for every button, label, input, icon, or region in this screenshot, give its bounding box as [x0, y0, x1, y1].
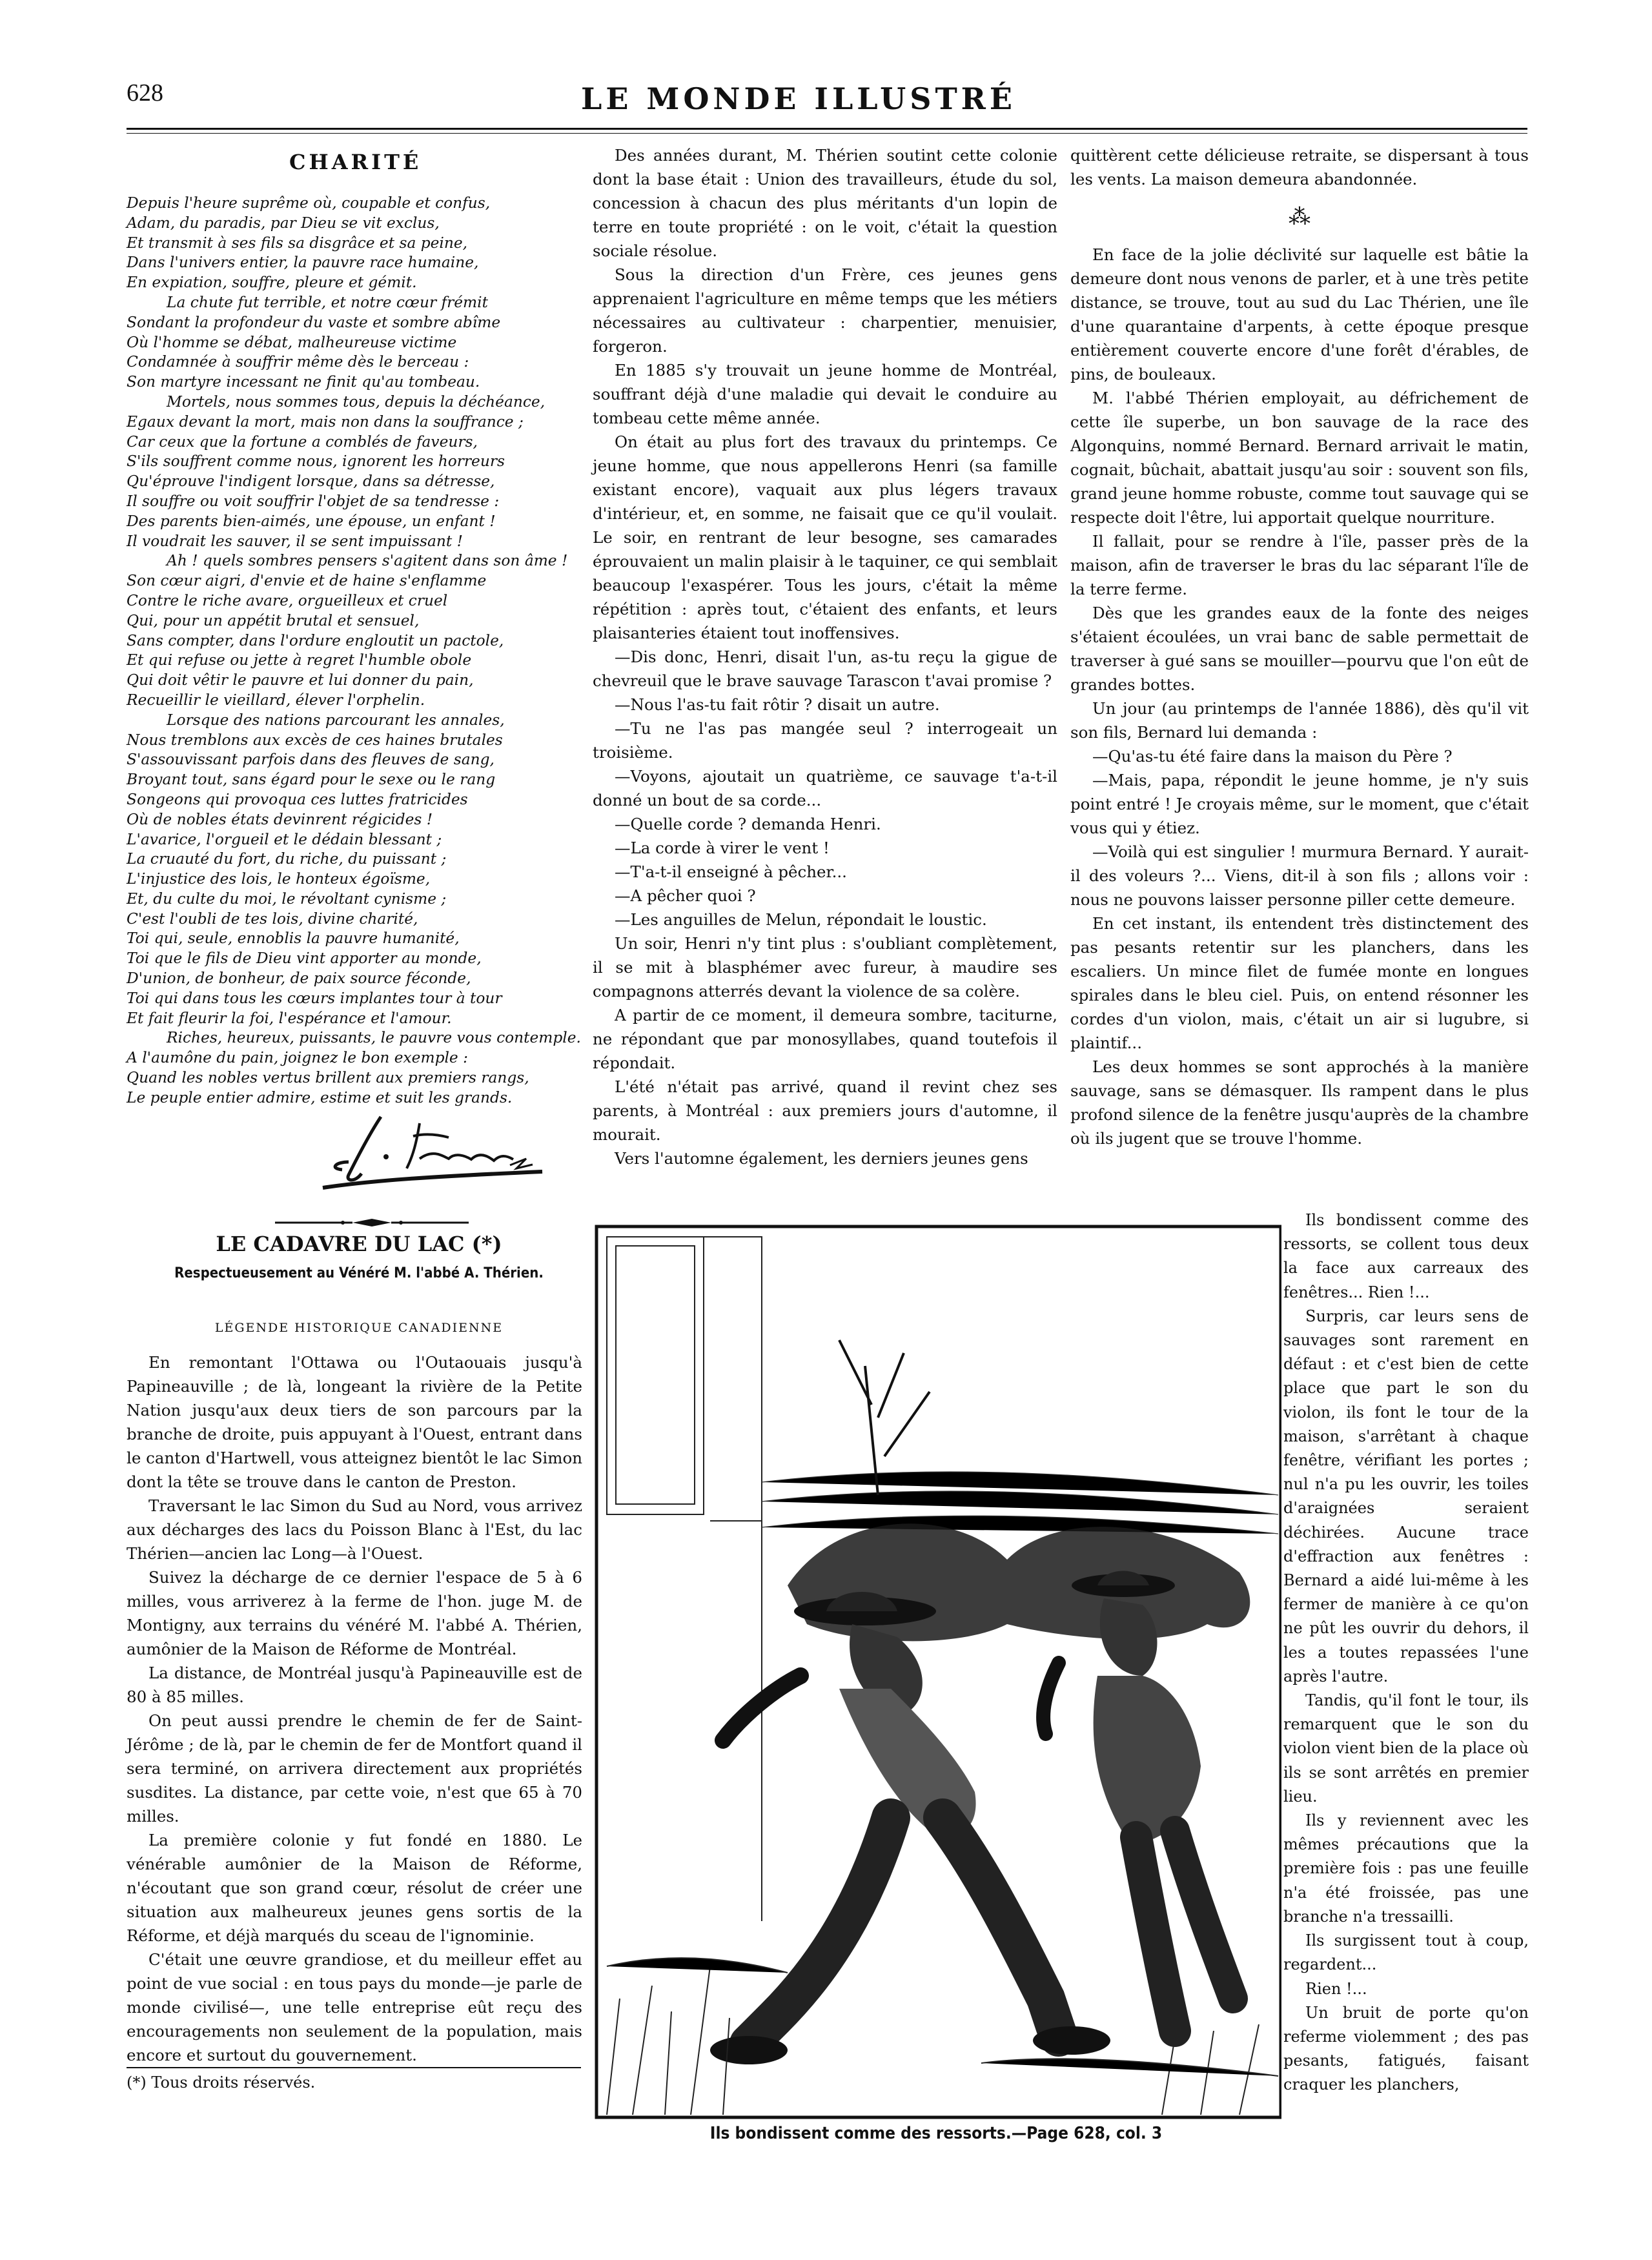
story-dedication: Respectueusement au Vénéré M. l'abbé A. Thérien. [174, 1265, 544, 1281]
poem-line: Et fait fleurir la foi, l'espérance et l'amour. [127, 1009, 452, 1027]
section-stars: ⁂ [1289, 204, 1310, 230]
poem-line: Condamnée à souffrir même dès le berceau : [127, 353, 469, 371]
paragraph: —Qu'as-tu été faire dans la maison du Père ? [1092, 747, 1453, 766]
poem-line: Car ceux que la fortune a comblés de faveurs, [127, 433, 478, 451]
poem-line: Quand les nobles vertus brillent aux premiers rangs, [127, 1069, 529, 1087]
signature-icon [310, 1097, 568, 1194]
poem-line: S'assouvissant parfois dans des fleuves de sang, [127, 751, 495, 769]
poem-line: Il voudrait les sauver, il se sent impuissant ! [127, 532, 464, 550]
paragraph: Dès que les grandes eaux de la fonte des neiges s'étaient écoulées, un vrai banc de sable permettait de traverser à gué sans se mouiller—pourvu que l'on eût de grandes bottes. [1070, 604, 1529, 694]
paragraph: En remontant l'Ottawa ou l'Outaouais jusqu'à Papineauville ; de là, longeant la rivière de la Petite Nation jusqu'aux deux tiers de son parcours par la branche de droite, puis appuyant à l'Ouest, entrant dans le canton d'Hartwell, vous atteignez bientôt le lac Simon dont la tête se trouve dans le canton de Preston. [127, 1353, 582, 1491]
poem-line: Toi qui dans tous les cœurs implantes tour à tour [127, 989, 502, 1007]
poem-body [127, 194, 591, 1108]
poem-line: La cruauté du fort, du riche, du puissant ; [127, 850, 447, 868]
poem-line: L'avarice, l'orgueil et le dédain blessant ; [127, 830, 442, 848]
poem-line: S'ils souffrent comme nous, ignorent les horreurs [127, 453, 505, 471]
poem-line: Où de nobles états devinrent régicides ! [127, 810, 433, 828]
paragraph: La première colonie y fut fondé en 1880. Le vénérable aumônier de la Maison de Réforme, n'écoutant que son grand cœur, résolut de créer une situation aux malheureux jeunes gens sortis de la Réforme, et déjà marqués du sceau de l'ignominie. [127, 1831, 582, 1945]
poem-line: Toi que le fils de Dieu vint apporter au monde, [127, 950, 482, 968]
engraving-illustration [594, 1224, 1281, 2121]
page-number: 628 [127, 79, 163, 107]
poem-line: La chute fut terrible, et notre cœur frémit [167, 293, 488, 311]
poem-line: Où l'homme se débat, malheureuse victime [127, 333, 457, 351]
poem-line: Son cœur aigri, d'envie et de haine s'enflamme [127, 572, 487, 590]
paragraph: Ils y reviennent avec les mêmes précautions que la première fois : pas une feuille n'a été froissée, pas une branche n'a tressailli. [1283, 1811, 1529, 1926]
paragraph: —La corde à virer le vent ! [615, 839, 830, 857]
paragraph: Ils bondissent comme des ressorts, se collent tous deux la face aux carreaux des fenêtres... Rien !... [1283, 1211, 1529, 1301]
paragraph: —Dis donc, Henri, disait l'un, as-tu reçu la gigue de chevreuil que le brave sauvage Tarascon t'avai promise ? [593, 647, 1057, 690]
paragraph: En 1885 s'y trouvait un jeune homme de Montréal, souffrant déjà d'une maladie qui devait le conduire au tombeau cette même année. [593, 361, 1057, 427]
header-rule-thin [127, 133, 1527, 134]
paragraph: Les deux hommes se sont approchés à la manière sauvage, sans se démasquer. Ils rampent dans le plus profond silence de la fenêtre jusqu'auprès de la chambre où ils jugent que se trouve l'homme. [1070, 1057, 1529, 1148]
paragraph: Ils surgissent tout à coup, regardent... [1283, 1931, 1529, 1974]
poem-line: Le peuple entier admire, estime et suit les grands. [127, 1088, 513, 1106]
paragraph: Traversant le lac Simon du Sud au Nord, vous arrivez aux décharges des lacs du Poisson Blanc à l'Est, du lac Thérien—ancien lac Long—à l'Ouest. [127, 1496, 582, 1563]
poem-line: Mortels, nous sommes tous, depuis la déchéance, [167, 392, 546, 411]
poem-line: Qui doit vêtir le pauvre et lui donner du pain, [127, 671, 474, 689]
poem-line: Songeons qui provoqua ces luttes fratricides [127, 790, 468, 808]
paragraph: —Tu ne l'as pas mangée seul ? interrogeait un troisième. [593, 719, 1057, 762]
paragraph: Tandis, qu'il font le tour, ils remarquent que le son du violon vient bien de la place où ils se sont arrêtés en premier lieu. [1283, 1691, 1529, 1806]
poem-line: Nous tremblons aux excès de ces haines brutales [127, 731, 503, 749]
paragraph: Surpris, car leurs sens de sauvages sont rarement en défaut : et c'est bien de cette place que part le son du violon, ils font le tour de la maison, s'arrêtant à chaque fenêtre, vérifiant les portes ; nul n'a pu les ouvrir, les toiles d'araignées seraient déchirées. Aucune trace d'effraction aux fenêtres : Bernard a aidé lui-même à les fermer de manière à ce qu'on ne pût les ouvrir du dehors, il les a toutes repassées l'une après l'autre. [1283, 1307, 1529, 1685]
poem-line: C'est l'oubli de tes lois, divine charité, [127, 910, 418, 928]
poem-title: CHARITÉ [289, 150, 422, 174]
poem-line: Toi qui, seule, ennoblis la pauvre humanité, [127, 930, 460, 948]
poem-line: A l'aumône du pain, joignez le bon exemple : [127, 1049, 468, 1067]
paragraph: On peut aussi prendre le chemin de fer de Saint-Jérôme ; de là, par le chemin de fer de Montfort quand il sera terminé, on arrivera directement aux propriétés susdites. La distance, par cette voie, n'est que 65 à 70 milles. [127, 1711, 582, 1826]
paragraph: Un jour (au printemps de l'année 1886), dès qu'il vit son fils, Bernard lui demanda : [1070, 699, 1529, 742]
paragraph: A partir de ce moment, il demeura sombre, taciturne, ne répondant que par monosyllabes, quand toutefois il répondait. [593, 1006, 1057, 1072]
masthead-title: LE MONDE ILLUSTRÉ [581, 81, 1016, 116]
paragraph: C'était une œuvre grandiose, et du meilleur effet au point de vue social : en tous pays du monde—je parle de monde civilisé—, une telle entreprise eût reçu des encouragements non seulement de la population, mais encore et surtout du gouvernement. [127, 1950, 582, 2064]
paragraph: —Les anguilles de Melun, répondait le loustic. [615, 910, 987, 929]
paragraph: —T'a-t-il enseigné à pêcher... [615, 862, 847, 881]
illustration-caption: Ils bondissent comme des ressorts.—Page 628, col. 3 [709, 2124, 1163, 2143]
paragraph: Suivez la décharge de ce dernier l'espace de 5 à 6 milles, vous arriverez à la ferme de l'hon. juge M. de Montigny, aux terrains du vénéré M. l'abbé A. Thérien, aumônier de la Maison de Réforme de Montréal. [127, 1568, 582, 1658]
poem-line: Et qui refuse ou jette à regret l'humble obole [127, 651, 472, 669]
paragraph: Rien !... [1305, 1979, 1367, 1998]
paragraph: —Voyons, ajoutait un quatrième, ce sauvage t'a-t-il donné un bout de sa corde... [593, 767, 1057, 809]
paragraph: Des années durant, M. Thérien soutint cette colonie dont la base était : Union des travailleurs, étude du sol, concession à chacun des plus méritants d'un lopin de terre en toute propriété : on le voit, c'était la question sociale résolue. [593, 146, 1057, 260]
paragraph: En face de la jolie déclivité sur laquelle est bâtie la demeure dont nous venons de parler, et à une très petite distance, se trouve, tout au sud du Lac Thérien, une île d'une quarantaine d'arpents, à cette époque presque entièrement couverte encore d'une forêt d'érables, de pins, de bouleaux. [1070, 245, 1529, 383]
col3-lead: quittèrent cette délicieuse retraite, se dispersant à tous les vents. La maison demeura abandonnée. [1070, 146, 1529, 188]
footnote-rule [127, 2067, 581, 2068]
poem-line: Ah ! quels sombres pensers s'agitent dans son âme ! [167, 552, 568, 570]
paragraph: —Voilà qui est singulier ! murmura Bernard. Y aurait-il des voleurs ?... Viens, dit-il à son fils ; allons voir : nous ne pouvons laisser personne piller cette demeure. [1070, 842, 1529, 909]
paragraph: On était au plus fort des travaux du printemps. Ce jeune homme, que nous appellerons Henri (sa famille existant encore), vaquait aux plus légers travaux d'intérieur, et, en somme, ne faisait que ce qu'il voulait. Le soir, en rentrant de leur besogne, ses camarades éprouvaient un malin plaisir à le taquiner, ce qui semblait beaucoup l'exaspérer. Tous les jours, c'était la même répétition : après tout, c'étaient des enfants, et leurs plaisanteries étaient tout inoffensives. [593, 433, 1057, 642]
story-column-3-wrap [1283, 1208, 1529, 2097]
poem-line: Adam, du paradis, par Dieu se vit exclus, [127, 214, 440, 232]
paragraph: M. l'abbé Thérien employait, au défrichement de cette île superbe, un bon sauvage de la race des Algonquins, nommé Bernard. Bernard arrivait le matin, cognait, bûchait, abattait jusqu'au soir : souvent son fils, grand jeune homme robuste, comme tout sauvage qui se respecte doit l'être, lui apportait quelque nourriture. [1070, 389, 1529, 527]
paragraph: Vers l'automne également, les derniers jeunes gens [615, 1149, 1028, 1168]
poem-line: Sans compter, dans l'ordure engloutit un pactole, [127, 631, 504, 649]
header-rule [127, 128, 1527, 130]
poem-line: Des parents bien-aimés, une épouse, un enfant ! [127, 512, 496, 530]
poem-line: Et transmit à ses fils sa disgrâce et sa peine, [127, 234, 468, 252]
poem-line: Il souffre ou voit souffrir l'objet de sa tendresse : [127, 492, 500, 510]
paragraph: La distance, de Montréal jusqu'à Papineauville est de 80 à 85 milles. [127, 1664, 582, 1706]
paragraph: Sous la direction d'un Frère, ces jeunes gens apprenaient l'agriculture en même temps que les métiers nécessaires au cultivateur : charpentier, menuisier, forgeron. [593, 265, 1057, 356]
paragraph: —Mais, papa, répondit le jeune homme, je n'y suis point entré ! Je croyais même, sur le moment, que c'était vous qui y étiez. [1070, 771, 1529, 837]
paragraph: Un bruit de porte qu'on referme violemment ; des pas pesants, fatigués, faisant craquer les planchers, [1283, 2003, 1529, 2094]
poem-line: Riches, heureux, puissants, le pauvre vous contemple. [167, 1029, 581, 1047]
story-column-2 [593, 143, 1057, 1170]
poem-line: En expiation, souffre, pleure et gémit. [127, 274, 417, 292]
poem-line: Lorsque des nations parcourant les annales, [167, 711, 505, 729]
poem-line: Qui, pour un appétit brutal et sensuel, [127, 611, 420, 629]
poem-line: Son martyre incessant ne finit qu'au tombeau. [127, 373, 480, 391]
paragraph: —Nous l'as-tu fait rôtir ? disait un autre. [615, 695, 940, 714]
poem-line: Dans l'univers entier, la pauvre race humaine, [127, 254, 479, 272]
story-title: LE CADAVRE DU LAC (*) [216, 1232, 502, 1256]
ornamental-divider [275, 1217, 469, 1228]
poem-line: Recueillir le vieillard, élever l'orphelin. [127, 691, 425, 709]
poem-line: Et, du culte du moi, le révoltant cynisme ; [127, 890, 447, 908]
poem-line: Egaux devant la mort, mais non dans la souffrance ; [127, 412, 524, 431]
poem-line: Depuis l'heure suprême où, coupable et confus, [127, 194, 491, 212]
paragraph: L'été n'était pas arrivé, quand il revint chez ses parents, à Montréal : aux premiers jours d'automne, il mourait. [593, 1077, 1057, 1144]
poem-line: Qu'éprouve l'indigent lorsque, dans sa détresse, [127, 473, 495, 491]
poem-line: Broyant tout, sans égard pour le sexe ou le rang [127, 771, 496, 789]
story-legend: LÉGENDE HISTORIQUE CANADIENNE [214, 1321, 504, 1335]
poem-line: Contre le riche avare, orgueilleux et cruel [127, 591, 448, 609]
poem-line: L'injustice des lois, le honteux égoïsme, [127, 870, 431, 888]
paragraph: Un soir, Henri n'y tint plus : s'oubliant complètement, il se mit à blasphémer avec fureur, à maudire ses compagnons atterrés devant la violence de sa colère. [593, 934, 1057, 1001]
story-column-3 [1070, 143, 1529, 1150]
footnote: (*) Tous droits réservés. [127, 2073, 316, 2092]
story-column-1 [127, 1350, 582, 2067]
paragraph: Il fallait, pour se rendre à l'île, passer près de la maison, afin de traverser le bras du lac séparant l'île de la terre ferme. [1070, 532, 1529, 598]
paragraph: —A pêcher quoi ? [615, 886, 756, 905]
poem-line: D'union, de bonheur, de paix source féconde, [127, 970, 471, 988]
poem-line: Sondant la profondeur du vaste et sombre abîme [127, 313, 501, 331]
paragraph: —Quelle corde ? demanda Henri. [615, 815, 881, 833]
paragraph: En cet instant, ils entendent très distinctement des pas pesants retentir sur les planchers, dans les escaliers. Un mince filet de fumée monte en longues spirales dans le bleu ciel. Puis, on entend résonner les cordes d'un violon, mais, c'était un air si lugubre, si plaintif... [1070, 914, 1529, 1052]
